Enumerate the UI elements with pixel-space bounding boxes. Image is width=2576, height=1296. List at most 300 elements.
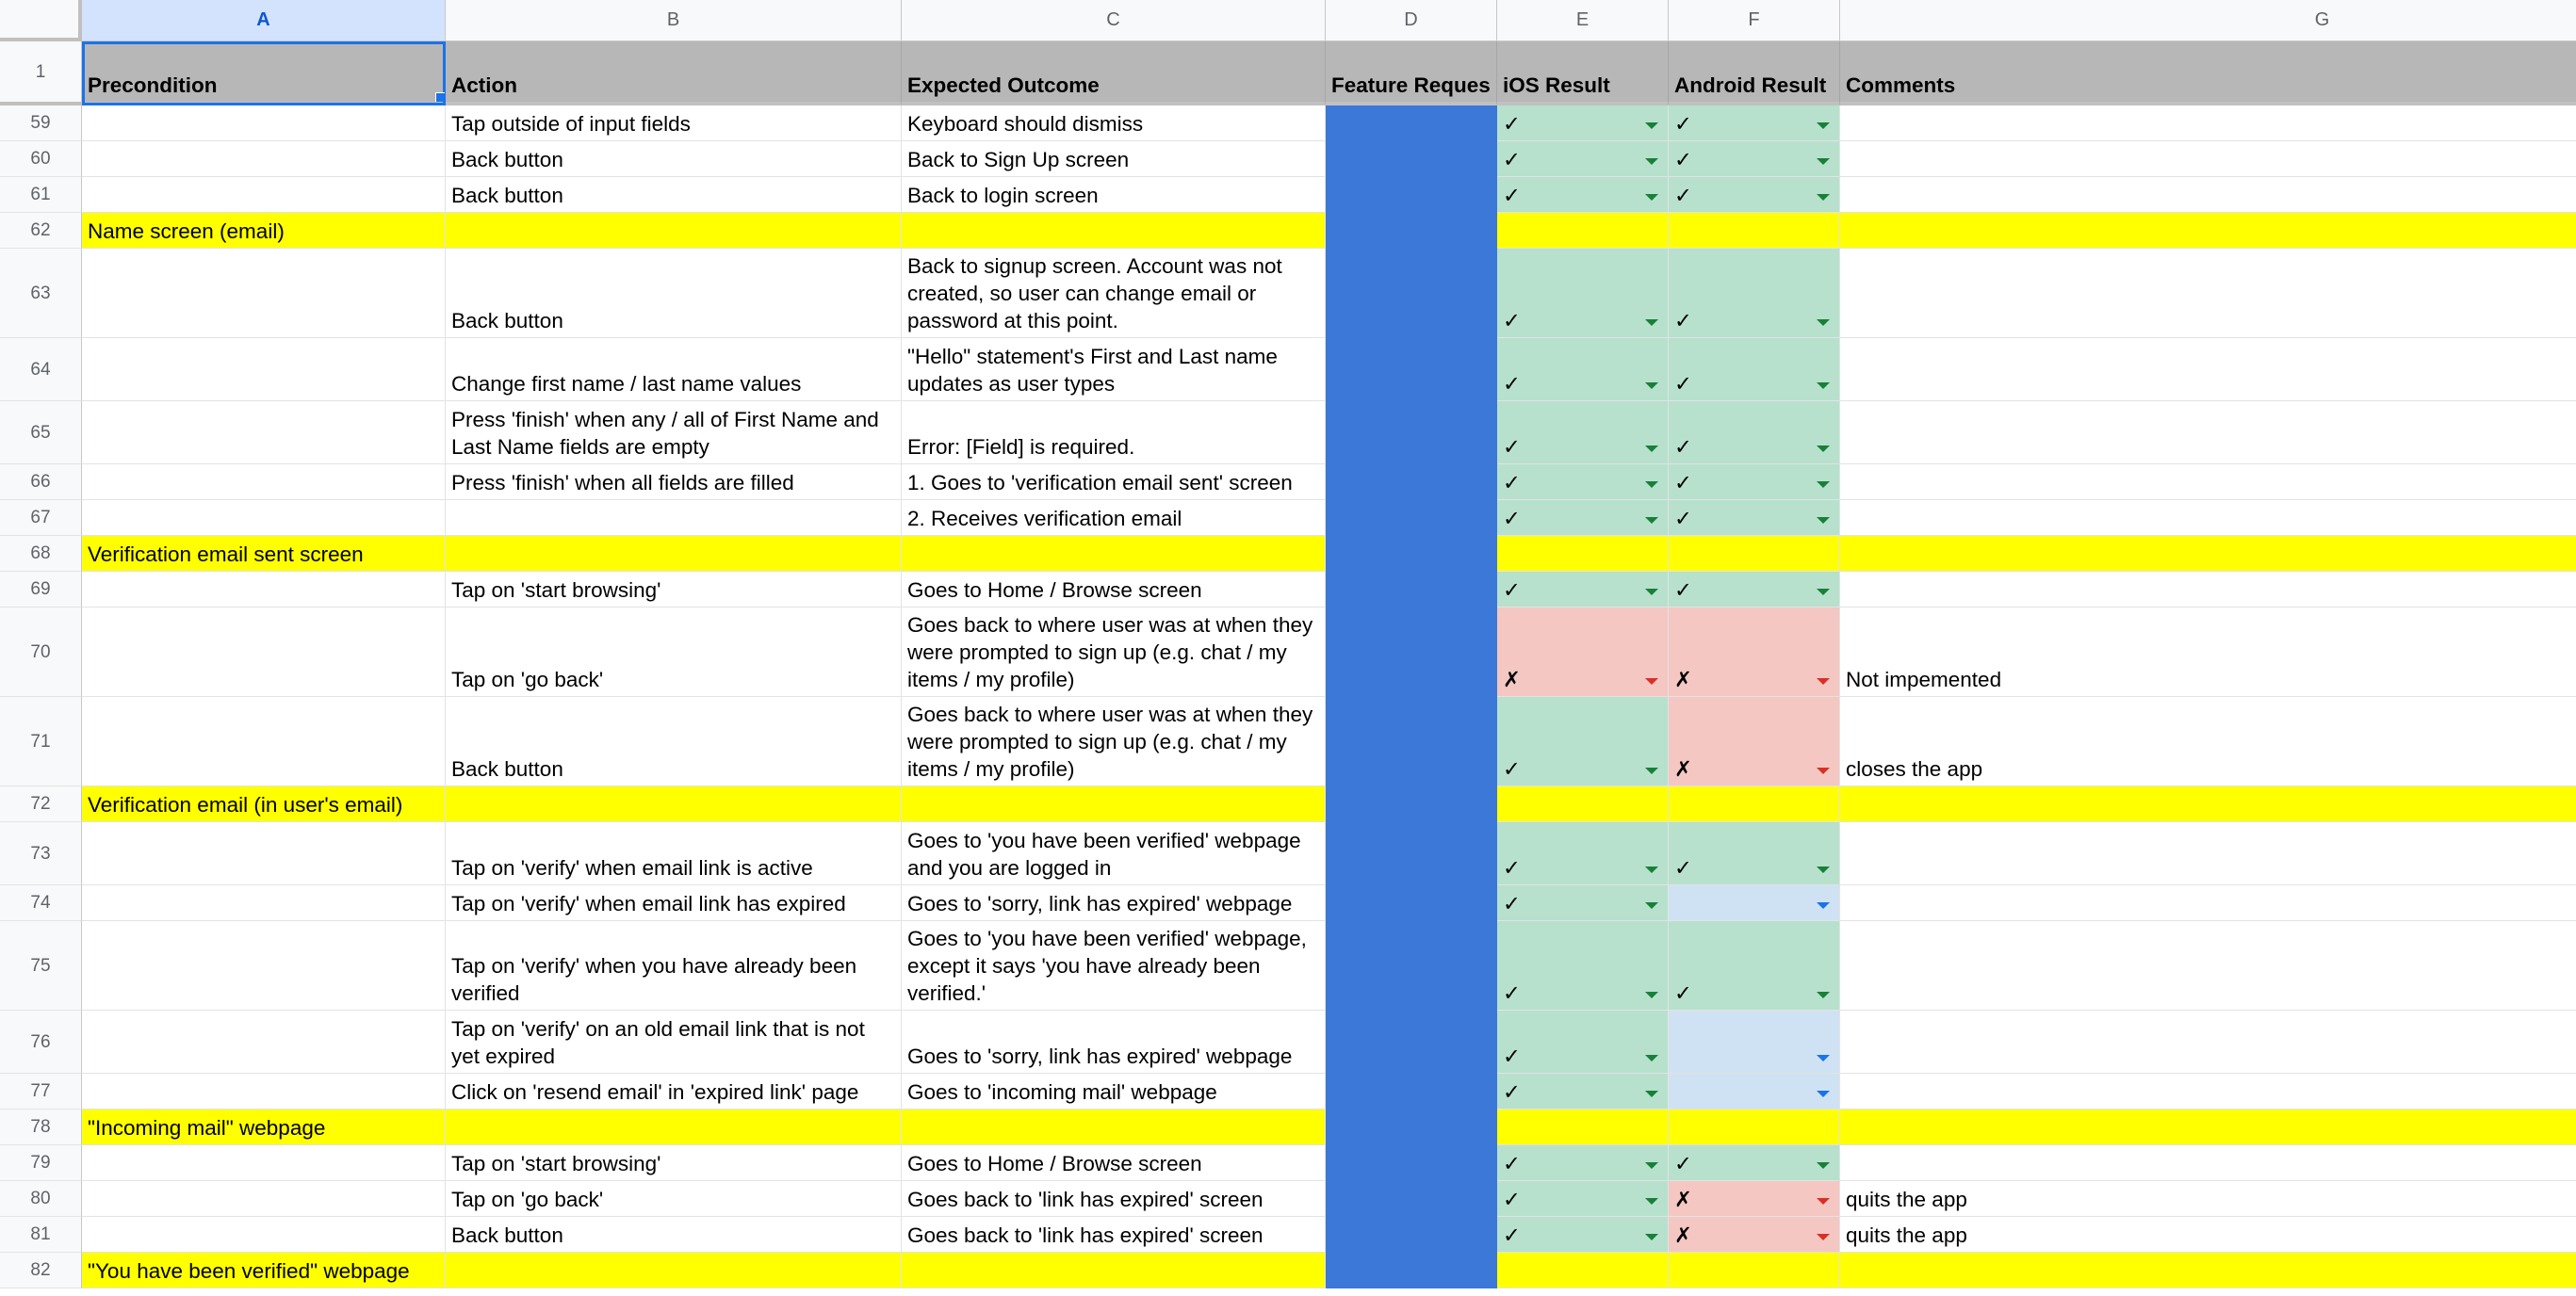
android-result-dropdown[interactable]	[1669, 572, 1840, 608]
dropdown-arrow-icon[interactable]	[1817, 867, 1830, 873]
column-header-f[interactable]	[1669, 0, 1840, 41]
section-title-cell-text: Verification email sent screen	[88, 543, 364, 566]
action-cell[interactable]	[446, 464, 902, 500]
action-cell[interactable]	[446, 572, 902, 608]
feature-request-cell[interactable]	[1326, 338, 1497, 401]
expected-outcome-cell[interactable]	[902, 177, 1326, 213]
ios-result-dropdown[interactable]	[1497, 1011, 1669, 1074]
expected-outcome-cell[interactable]	[902, 1074, 1326, 1110]
feature-request-cell[interactable]	[1326, 500, 1497, 536]
row-header-74-text: 74	[30, 893, 51, 913]
precondition-cell[interactable]	[82, 464, 446, 500]
dropdown-arrow-icon[interactable]	[1645, 1091, 1658, 1097]
row-header-69-text: 69	[30, 579, 51, 599]
comments-cell[interactable]	[1840, 141, 2576, 177]
column-header-g[interactable]	[1840, 0, 2576, 41]
section-cell[interactable]	[1840, 786, 2576, 822]
ios-result-dropdown[interactable]	[1497, 697, 1669, 786]
row-header-80[interactable]	[0, 1181, 82, 1217]
android-result-dropdown[interactable]	[1669, 1074, 1840, 1110]
action-cell-text: Back button	[451, 184, 563, 207]
section-cell[interactable]	[1326, 786, 1497, 822]
header-cell-b[interactable]	[446, 41, 902, 105]
ios-result-dropdown[interactable]	[1497, 921, 1669, 1011]
section-title-cell[interactable]	[82, 536, 446, 572]
action-cell-text: Back button	[451, 1223, 563, 1247]
precondition-cell[interactable]	[82, 1011, 446, 1074]
android-result-dropdown-text: ✓	[1674, 309, 1692, 332]
expected-outcome-cell[interactable]	[902, 1181, 1326, 1217]
column-header-e[interactable]	[1497, 0, 1669, 41]
row-header-65-text: 65	[30, 422, 51, 443]
ios-result-dropdown[interactable]	[1497, 464, 1669, 500]
feature-request-cell[interactable]	[1326, 697, 1497, 786]
action-cell[interactable]	[446, 822, 902, 885]
row-header-59-text: 59	[30, 113, 51, 133]
precondition-cell[interactable]	[82, 1217, 446, 1253]
comments-cell[interactable]	[1840, 885, 2576, 921]
dropdown-arrow-icon[interactable]	[1817, 992, 1830, 998]
comments-cell[interactable]	[1840, 249, 2576, 338]
android-result-dropdown[interactable]	[1669, 921, 1840, 1011]
row-header-70[interactable]	[0, 608, 82, 697]
action-cell[interactable]	[446, 249, 902, 338]
android-result-dropdown[interactable]	[1669, 500, 1840, 536]
dropdown-arrow-icon[interactable]	[1817, 768, 1830, 774]
android-result-dropdown[interactable]	[1669, 401, 1840, 464]
select-all-corner[interactable]	[0, 0, 82, 41]
dropdown-arrow-icon[interactable]	[1645, 1055, 1658, 1061]
comments-cell[interactable]	[1840, 1181, 2576, 1217]
row-header-78[interactable]	[0, 1110, 82, 1145]
section-cell[interactable]	[1497, 786, 1669, 822]
section-cell[interactable]	[1497, 1253, 1669, 1288]
android-result-dropdown[interactable]	[1669, 1217, 1840, 1253]
dropdown-arrow-icon[interactable]	[1645, 517, 1658, 524]
header-cell-c[interactable]	[902, 41, 1326, 105]
android-result-dropdown[interactable]	[1669, 885, 1840, 921]
expected-outcome-cell[interactable]	[902, 500, 1326, 536]
dropdown-arrow-icon[interactable]	[1645, 382, 1658, 389]
comments-cell[interactable]	[1840, 105, 2576, 141]
section-cell[interactable]	[1326, 1253, 1497, 1288]
comments-cell[interactable]	[1840, 572, 2576, 608]
dropdown-arrow-icon[interactable]	[1817, 678, 1830, 685]
action-cell[interactable]	[446, 338, 902, 401]
expected-outcome-cell[interactable]	[902, 1145, 1326, 1181]
action-cell[interactable]	[446, 1145, 902, 1181]
expected-outcome-cell[interactable]	[902, 401, 1326, 464]
header-cell-d[interactable]	[1326, 41, 1497, 105]
section-cell[interactable]	[446, 213, 902, 249]
column-header-d[interactable]	[1326, 0, 1497, 41]
action-cell[interactable]	[446, 500, 902, 536]
ios-result-dropdown-text: ✓	[1503, 435, 1521, 459]
row-header-73[interactable]	[0, 822, 82, 885]
section-cell[interactable]	[1497, 213, 1669, 249]
section-title-cell[interactable]	[82, 213, 446, 249]
row-header-61[interactable]	[0, 177, 82, 213]
expected-outcome-cell[interactable]	[902, 608, 1326, 697]
android-result-dropdown-text: ✓	[1674, 1152, 1692, 1175]
expected-outcome-cell-text: Goes back to where user was at when they were prompted to sign up (e.g. chat / my items / my profile)	[907, 703, 1313, 781]
action-cell[interactable]	[446, 697, 902, 786]
dropdown-arrow-icon[interactable]	[1645, 158, 1658, 165]
action-cell[interactable]	[446, 921, 902, 1011]
header-cell-b-text: Action	[451, 73, 517, 97]
ios-result-dropdown[interactable]	[1497, 1074, 1669, 1110]
section-cell[interactable]	[1669, 536, 1840, 572]
row-header-65[interactable]	[0, 401, 82, 464]
feature-request-cell[interactable]	[1326, 105, 1497, 141]
feature-request-cell[interactable]	[1326, 608, 1497, 697]
ios-result-dropdown[interactable]	[1497, 401, 1669, 464]
header-cell-c-text: Expected Outcome	[907, 73, 1100, 97]
header-cell-f-text: Android Result	[1674, 73, 1827, 97]
ios-result-dropdown-text: ✓	[1503, 757, 1521, 781]
dropdown-arrow-icon[interactable]	[1817, 1198, 1830, 1205]
feature-request-cell[interactable]	[1326, 1074, 1497, 1110]
comments-cell[interactable]	[1840, 500, 2576, 536]
header-cell-a-text: Precondition	[88, 73, 218, 97]
precondition-cell[interactable]	[82, 338, 446, 401]
dropdown-arrow-icon[interactable]	[1645, 194, 1658, 201]
expected-outcome-cell[interactable]	[902, 921, 1326, 1011]
ios-result-dropdown-text: ✓	[1503, 856, 1521, 880]
section-cell[interactable]	[1497, 1110, 1669, 1145]
android-result-dropdown[interactable]	[1669, 464, 1840, 500]
android-result-dropdown-text: ✗	[1674, 1188, 1692, 1211]
dropdown-arrow-icon[interactable]	[1645, 589, 1658, 595]
action-cell-text: Tap on 'verify' on an old email link that is not yet expired	[451, 1017, 865, 1068]
feature-request-cell[interactable]	[1326, 572, 1497, 608]
action-cell[interactable]	[446, 401, 902, 464]
row-header-61-text: 61	[30, 185, 51, 204]
android-result-dropdown-text: ✗	[1674, 1223, 1692, 1247]
android-result-dropdown[interactable]	[1669, 249, 1840, 338]
ios-result-dropdown-text: ✓	[1503, 1080, 1521, 1104]
android-result-dropdown-text: ✓	[1674, 471, 1692, 494]
row-header-81[interactable]	[0, 1217, 82, 1253]
header-cell-f[interactable]	[1669, 41, 1840, 105]
section-cell[interactable]	[1669, 786, 1840, 822]
dropdown-arrow-icon[interactable]	[1817, 194, 1830, 201]
section-cell[interactable]	[446, 536, 902, 572]
ios-result-dropdown[interactable]	[1497, 338, 1669, 401]
feature-request-cell[interactable]	[1326, 249, 1497, 338]
row-header-60[interactable]	[0, 141, 82, 177]
row-header-82[interactable]	[0, 1253, 82, 1288]
comments-cell[interactable]	[1840, 464, 2576, 500]
row-header-62[interactable]	[0, 213, 82, 249]
section-title-cell[interactable]	[82, 1110, 446, 1145]
ios-result-dropdown[interactable]	[1497, 608, 1669, 697]
column-header-c[interactable]	[902, 0, 1326, 41]
feature-request-cell[interactable]	[1326, 401, 1497, 464]
row-header-66[interactable]	[0, 464, 82, 500]
action-cell-text: Change first name / last name values	[451, 372, 802, 396]
android-result-dropdown[interactable]	[1669, 1181, 1840, 1217]
dropdown-arrow-icon[interactable]	[1817, 1234, 1830, 1240]
section-cell[interactable]	[446, 786, 902, 822]
precondition-cell[interactable]	[82, 177, 446, 213]
expected-outcome-cell[interactable]	[902, 249, 1326, 338]
precondition-cell[interactable]	[82, 822, 446, 885]
row-header-68-text: 68	[30, 543, 51, 563]
ios-result-dropdown[interactable]	[1497, 500, 1669, 536]
dropdown-arrow-icon[interactable]	[1817, 382, 1830, 389]
precondition-cell[interactable]	[82, 1074, 446, 1110]
dropdown-arrow-icon[interactable]	[1645, 768, 1658, 774]
action-cell[interactable]	[446, 1217, 902, 1253]
section-title-cell[interactable]	[82, 1253, 446, 1288]
header-cell-g[interactable]	[1840, 41, 2576, 105]
comments-cell[interactable]	[1840, 401, 2576, 464]
ios-result-dropdown[interactable]	[1497, 822, 1669, 885]
dropdown-arrow-icon[interactable]	[1645, 992, 1658, 998]
feature-request-cell[interactable]	[1326, 1217, 1497, 1253]
precondition-cell[interactable]	[82, 572, 446, 608]
row-header-76[interactable]	[0, 1011, 82, 1074]
expected-outcome-cell[interactable]	[902, 1011, 1326, 1074]
precondition-cell[interactable]	[82, 1181, 446, 1217]
dropdown-arrow-icon[interactable]	[1817, 1091, 1830, 1097]
feature-request-cell[interactable]	[1326, 1011, 1497, 1074]
feature-request-cell[interactable]	[1326, 822, 1497, 885]
section-title-cell-text: "You have been verified" webpage	[88, 1259, 410, 1283]
android-result-dropdown[interactable]	[1669, 1011, 1840, 1074]
android-result-dropdown[interactable]	[1669, 697, 1840, 786]
android-result-dropdown-text: ✓	[1674, 148, 1692, 171]
dropdown-arrow-icon[interactable]	[1817, 122, 1830, 129]
precondition-cell[interactable]	[82, 401, 446, 464]
column-header-b[interactable]	[446, 0, 902, 41]
ios-result-dropdown[interactable]	[1497, 1145, 1669, 1181]
ios-result-dropdown[interactable]	[1497, 105, 1669, 141]
expected-outcome-cell[interactable]	[902, 141, 1326, 177]
android-result-dropdown[interactable]	[1669, 1145, 1840, 1181]
comments-cell[interactable]	[1840, 1217, 2576, 1253]
dropdown-arrow-icon[interactable]	[1645, 122, 1658, 129]
section-cell[interactable]	[446, 1253, 902, 1288]
android-result-dropdown[interactable]	[1669, 338, 1840, 401]
comments-cell[interactable]	[1840, 338, 2576, 401]
ios-result-dropdown-text: ✓	[1503, 981, 1521, 1005]
comments-cell[interactable]	[1840, 608, 2576, 697]
feature-request-cell[interactable]	[1326, 464, 1497, 500]
dropdown-arrow-icon[interactable]	[1817, 902, 1830, 909]
row-header-79[interactable]	[0, 1145, 82, 1181]
section-cell[interactable]	[1497, 536, 1669, 572]
android-result-dropdown[interactable]	[1669, 141, 1840, 177]
android-result-dropdown[interactable]	[1669, 608, 1840, 697]
row-header-78-text: 78	[30, 1117, 51, 1137]
section-title-cell[interactable]	[82, 786, 446, 822]
ios-result-dropdown[interactable]	[1497, 177, 1669, 213]
expected-outcome-cell[interactable]	[902, 338, 1326, 401]
row-header-64-text: 64	[30, 359, 51, 380]
feature-request-cell[interactable]	[1326, 1181, 1497, 1217]
precondition-cell[interactable]	[82, 697, 446, 786]
precondition-cell[interactable]	[82, 885, 446, 921]
ios-result-dropdown[interactable]	[1497, 1181, 1669, 1217]
row-header-64[interactable]	[0, 338, 82, 401]
ios-result-dropdown-text: ✓	[1503, 1152, 1521, 1175]
row-header-77-text: 77	[30, 1081, 51, 1101]
ios-result-dropdown-text: ✓	[1503, 507, 1521, 530]
ios-result-dropdown-text: ✓	[1503, 892, 1521, 915]
expected-outcome-cell-text: Back to Sign Up screen	[907, 148, 1130, 171]
section-cell[interactable]	[902, 213, 1326, 249]
expected-outcome-cell[interactable]	[902, 572, 1326, 608]
feature-request-cell[interactable]	[1326, 921, 1497, 1011]
feature-request-cell[interactable]	[1326, 177, 1497, 213]
android-result-dropdown-text: ✗	[1674, 668, 1692, 691]
android-result-dropdown[interactable]	[1669, 105, 1840, 141]
row-header-74[interactable]	[0, 885, 82, 921]
ios-result-dropdown[interactable]	[1497, 1217, 1669, 1253]
feature-request-cell[interactable]	[1326, 1145, 1497, 1181]
row-header-71[interactable]	[0, 697, 82, 786]
dropdown-arrow-icon[interactable]	[1817, 517, 1830, 524]
ios-result-dropdown[interactable]	[1497, 572, 1669, 608]
row-header-66-text: 66	[30, 472, 51, 492]
action-cell[interactable]	[446, 105, 902, 141]
row-header-75[interactable]	[0, 921, 82, 1011]
section-cell[interactable]	[1669, 1253, 1840, 1288]
dropdown-arrow-icon[interactable]	[1645, 1162, 1658, 1169]
row-header-63[interactable]	[0, 249, 82, 338]
row-header-59[interactable]	[0, 105, 82, 141]
section-cell[interactable]	[902, 1253, 1326, 1288]
column-header-a-text: A	[256, 9, 270, 30]
precondition-cell[interactable]	[82, 249, 446, 338]
expected-outcome-cell[interactable]	[902, 105, 1326, 141]
action-cell[interactable]	[446, 1074, 902, 1110]
column-header-c-text: C	[1106, 9, 1120, 30]
header-cell-a[interactable]	[82, 41, 446, 105]
action-cell[interactable]	[446, 177, 902, 213]
section-cell[interactable]	[902, 536, 1326, 572]
android-result-dropdown-text: ✓	[1674, 578, 1692, 602]
comments-cell-text: Not impemented	[1846, 668, 2002, 691]
section-cell[interactable]	[1669, 213, 1840, 249]
row-header-1-text: 1	[35, 61, 46, 82]
dropdown-arrow-icon[interactable]	[1645, 319, 1658, 326]
section-cell[interactable]	[1326, 1110, 1497, 1145]
action-cell[interactable]	[446, 608, 902, 697]
feature-request-cell[interactable]	[1326, 885, 1497, 921]
dropdown-arrow-icon[interactable]	[1817, 589, 1830, 595]
section-cell[interactable]	[1669, 1110, 1840, 1145]
dropdown-arrow-icon[interactable]	[1817, 481, 1830, 488]
expected-outcome-cell[interactable]	[902, 822, 1326, 885]
precondition-cell[interactable]	[82, 921, 446, 1011]
section-cell[interactable]	[1326, 536, 1497, 572]
precondition-cell[interactable]	[82, 500, 446, 536]
precondition-cell[interactable]	[82, 141, 446, 177]
expected-outcome-cell[interactable]	[902, 464, 1326, 500]
action-cell[interactable]	[446, 141, 902, 177]
section-cell[interactable]	[1840, 213, 2576, 249]
ios-result-dropdown[interactable]	[1497, 141, 1669, 177]
section-cell[interactable]	[1840, 1110, 2576, 1145]
section-cell[interactable]	[902, 1110, 1326, 1145]
android-result-dropdown[interactable]	[1669, 177, 1840, 213]
precondition-cell[interactable]	[82, 1145, 446, 1181]
row-header-75-text: 75	[30, 955, 51, 976]
comments-cell[interactable]	[1840, 1074, 2576, 1110]
dropdown-arrow-icon[interactable]	[1645, 481, 1658, 488]
row-header-68[interactable]	[0, 536, 82, 572]
dropdown-arrow-icon[interactable]	[1645, 446, 1658, 452]
dropdown-arrow-icon[interactable]	[1645, 678, 1658, 685]
row-header-72[interactable]	[0, 786, 82, 822]
android-result-dropdown[interactable]	[1669, 822, 1840, 885]
ios-result-dropdown-text: ✓	[1503, 184, 1521, 207]
expected-outcome-cell[interactable]	[902, 885, 1326, 921]
expected-outcome-cell[interactable]	[902, 1217, 1326, 1253]
comments-cell[interactable]	[1840, 177, 2576, 213]
dropdown-arrow-icon[interactable]	[1645, 1198, 1658, 1205]
action-cell[interactable]	[446, 885, 902, 921]
dropdown-arrow-icon[interactable]	[1817, 1055, 1830, 1061]
dropdown-arrow-icon[interactable]	[1817, 1162, 1830, 1169]
comments-cell[interactable]	[1840, 1145, 2576, 1181]
dropdown-arrow-icon[interactable]	[1645, 902, 1658, 909]
dropdown-arrow-icon[interactable]	[1817, 446, 1830, 452]
row-header-62-text: 62	[30, 220, 51, 240]
section-cell[interactable]	[1326, 213, 1497, 249]
ios-result-dropdown-text: ✓	[1503, 471, 1521, 494]
section-cell[interactable]	[446, 1110, 902, 1145]
selection-fill-handle[interactable]	[435, 92, 446, 103]
ios-result-dropdown[interactable]	[1497, 885, 1669, 921]
dropdown-arrow-icon[interactable]	[1817, 319, 1830, 326]
section-cell[interactable]	[1840, 1253, 2576, 1288]
action-cell[interactable]	[446, 1011, 902, 1074]
row-header-67[interactable]	[0, 500, 82, 536]
action-cell-text: Tap on 'start browsing'	[451, 1152, 661, 1175]
comments-cell[interactable]	[1840, 822, 2576, 885]
feature-request-cell[interactable]	[1326, 141, 1497, 177]
android-result-dropdown-text: ✗	[1674, 757, 1692, 781]
dropdown-arrow-icon[interactable]	[1645, 867, 1658, 873]
action-cell-text: Tap on 'verify' when email link is active	[451, 856, 813, 880]
comments-cell[interactable]	[1840, 921, 2576, 1011]
section-cell[interactable]	[1840, 536, 2576, 572]
row-header-1[interactable]	[0, 41, 82, 105]
column-header-a[interactable]	[82, 0, 446, 41]
section-cell[interactable]	[902, 786, 1326, 822]
precondition-cell[interactable]	[82, 105, 446, 141]
comments-cell[interactable]	[1840, 697, 2576, 786]
precondition-cell[interactable]	[82, 608, 446, 697]
android-result-dropdown-text: ✓	[1674, 507, 1692, 530]
column-header-b-text: B	[666, 9, 680, 30]
dropdown-arrow-icon[interactable]	[1817, 158, 1830, 165]
expected-outcome-cell[interactable]	[902, 697, 1326, 786]
header-cell-d-text: Feature Reques	[1331, 73, 1491, 97]
expected-outcome-cell-text: Keyboard should dismiss	[907, 112, 1144, 136]
header-cell-e[interactable]	[1497, 41, 1669, 105]
comments-cell[interactable]	[1840, 1011, 2576, 1074]
row-header-69[interactable]	[0, 572, 82, 608]
row-header-77[interactable]	[0, 1074, 82, 1110]
dropdown-arrow-icon[interactable]	[1645, 1234, 1658, 1240]
ios-result-dropdown[interactable]	[1497, 249, 1669, 338]
action-cell[interactable]	[446, 1181, 902, 1217]
